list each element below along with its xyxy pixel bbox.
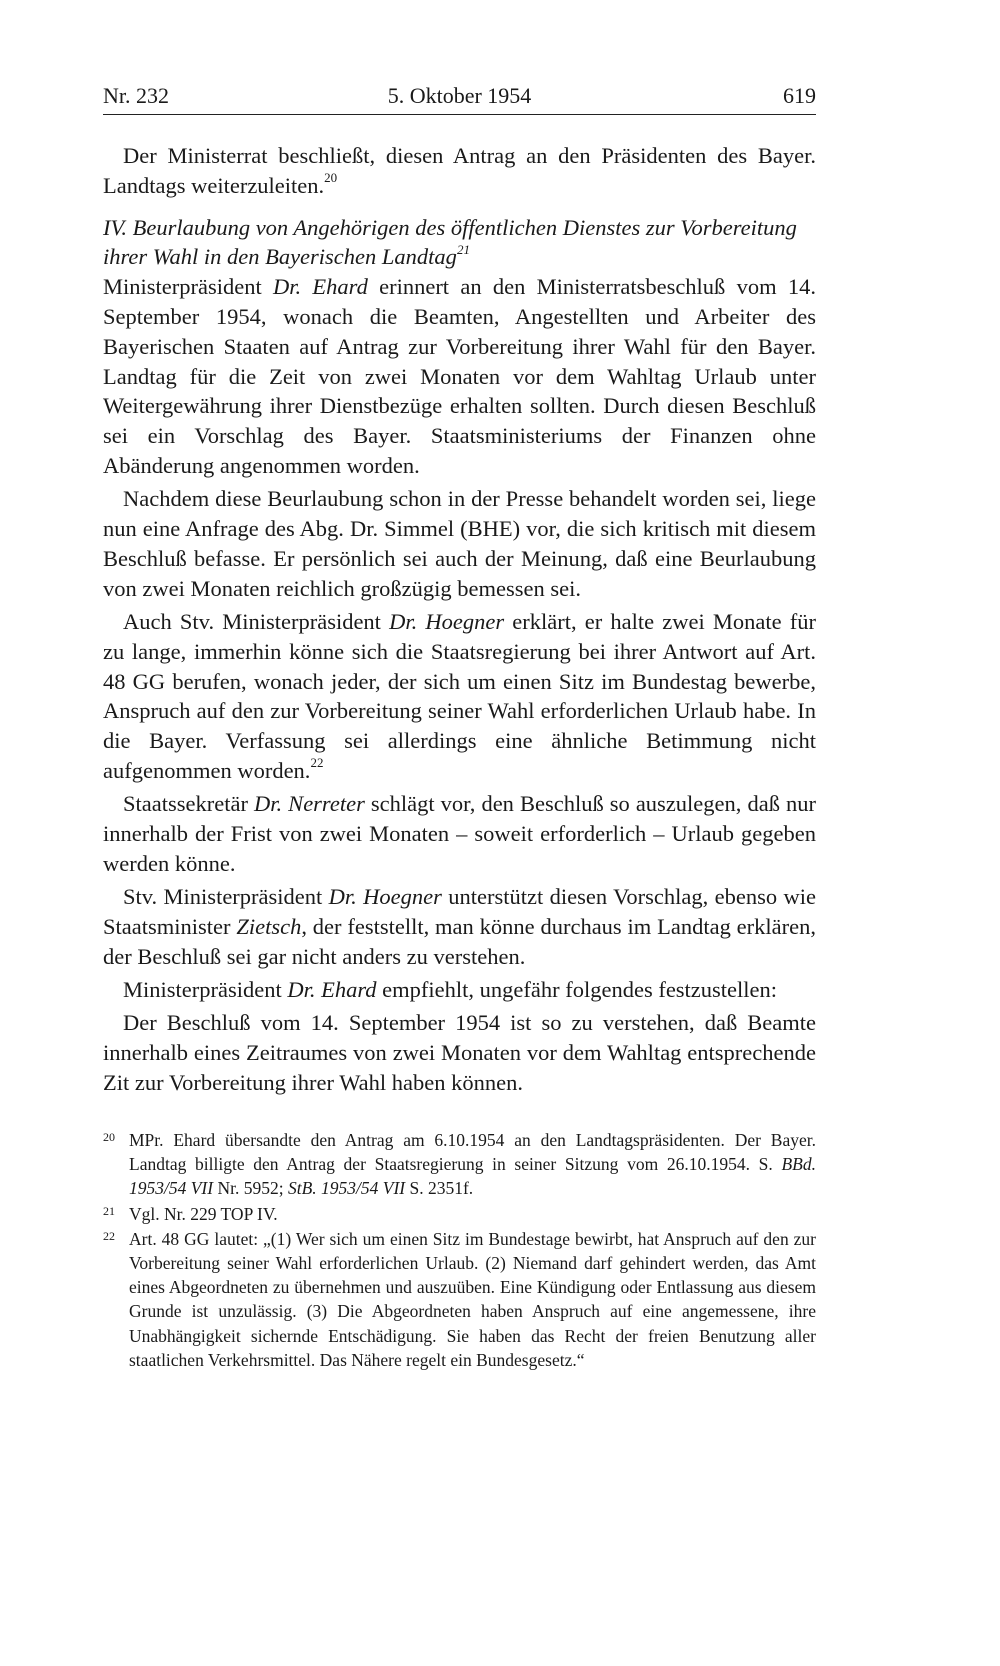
footnote-number: 20 <box>103 1130 115 1144</box>
paragraph-text: Der Beschluß vom 14. September 1954 ist so zu verstehen, daß Beamte innerhalb eines Zeitraumes von zwei Monaten vor dem Wahltag entsprechende Zit zur Vorbereitung ihrer Wahl haben können. <box>103 1010 816 1095</box>
paragraph-text: Auch Stv. Ministerpräsident <box>123 608 390 634</box>
footnote-text: Nr. 5952; <box>213 1178 288 1199</box>
paragraph-text: Nachdem diese Beurlaubung schon in der Presse behandelt worden sei, liege nun eine Anfrage des Abg. Dr. Simmel (BHE) vor, die sich kritisch mit diesem Beschluß befasse. Er persönlich sei auch der Meinung, daß eine Beurlaubung von zwei Monaten reichlich großzügig bemessen sei. <box>103 486 816 601</box>
footnote-ref-22[interactable]: 22 <box>310 755 324 771</box>
footnote-number: 22 <box>103 1228 115 1243</box>
paragraph-resolution <box>103 141 816 201</box>
speaker-name: Dr. Hoegner <box>389 608 505 634</box>
speaker-name: Dr. Nerreter <box>254 791 365 817</box>
citation-italic: BBd. 1953/54 VII <box>129 1154 816 1199</box>
paragraph-resolution-interpretation <box>103 1008 816 1097</box>
paragraph-ehard-recommendation <box>103 975 816 1005</box>
footnote-ref-21[interactable]: 21 <box>456 241 470 257</box>
section-heading <box>103 213 816 273</box>
footnotes-section <box>103 1128 816 1373</box>
running-header <box>103 78 816 115</box>
paragraph-text: unterstützt diesen Vorschlag, ebenso wie Staatsminister <box>103 884 816 939</box>
paragraph-hoegner-support <box>103 882 816 971</box>
section-heading-text: IV. Beurlaubung von Angehörigen des öffentlichen Dienstes zur Vorbereitung ihrer Wahl in den Bayerischen Landtag <box>103 214 797 270</box>
speaker-name: Dr. Ehard <box>287 977 377 1003</box>
paragraph-text: Ministerpräsident <box>123 977 288 1003</box>
speaker-name: Dr. Hoegner <box>328 884 442 910</box>
speaker-name: Dr. Ehard <box>273 274 368 300</box>
paragraph-text: erinnert an den Ministerratsbeschluß vom 14. September 1954, wonach die Beamten, Angestellten und Arbeiter des Bayerischen Staaten auf Antrag zur Vorbereitung ihrer Wahl für den Bayer. Landtag für die Zeit von zwei Monaten vor dem Wahltag Urlaub unter Weitergewährung ihrer Dienstbezüge erhalten sollten. Durch diesen Beschluß sei ein Vorschlag des Bayer. Staatsministeriums der Finanzen ohne Abänderung angenommen worden. <box>103 274 816 478</box>
footnote-number: 21 <box>103 1203 115 1218</box>
citation-italic: StB. 1953/54 VII <box>287 1178 406 1199</box>
paragraph-text: Der Ministerrat beschließt, diesen Antrag an den Präsidenten des Bayer. Landtags weiterzuleiten. <box>103 143 816 198</box>
document-number: Nr. 232 <box>103 83 169 108</box>
paragraph-ehard-recall <box>103 272 816 481</box>
paragraph-nerreter-proposal <box>103 789 816 878</box>
paragraph-text: Staatssekretär <box>123 791 254 817</box>
paragraph-text: , der feststellt, man könne durchaus im Landtag erklären, der Beschluß sei gar nicht anders zu verstehen. <box>103 913 816 969</box>
speaker-name: Zietsch <box>236 913 302 939</box>
footnote-ref-20[interactable]: 20 <box>324 170 338 186</box>
paragraph-text: Stv. Ministerpräsident <box>123 884 329 910</box>
paragraph-text: schlägt vor, den Beschluß so auszulegen, daß nur innerhalb der Frist von zwei Monaten – soweit erforderlich – Urlaub gegeben werden könne. <box>103 791 816 876</box>
paragraph-text: empfiehlt, ungefähr folgendes festzustellen: <box>376 977 778 1003</box>
footnote-text: MPr. Ehard übersandte den Antrag am 6.10.1954 an den Landtagspräsidenten. Der Bayer. Landtag billigte den Antrag der Staatsregierung in seiner Sitzung vom 26.10.1954. S. <box>129 1130 816 1175</box>
paragraph-text: erklärt, er halte zwei Monate für zu lange, immerhin könne sich die Staatsregierung bei ihrer Antwort auf Art. 48 GG berufen, wonach jeder, der sich um einen Sitz im Bundestag bewerbe, Anspruch auf den zur Vorbereitung seiner Wahl erforderlichen Urlaub habe. In die Bayer. Verfassung sei allerdings eine ähnliche Betimmung nicht aufgenommen worden. <box>103 608 816 783</box>
main-text <box>103 141 816 1098</box>
page-number: 619 <box>783 83 816 108</box>
footnote-22 <box>103 1227 816 1372</box>
footnote-21 <box>103 1202 816 1226</box>
footnote-20 <box>103 1128 816 1201</box>
paragraph-hoegner-statement <box>103 607 816 786</box>
header-date: 5. Oktober 1954 <box>387 83 532 108</box>
footnote-text: Vgl. Nr. 229 TOP IV. <box>129 1203 278 1224</box>
footnote-text: S. 2351f. <box>405 1178 474 1199</box>
document-page <box>103 78 816 1101</box>
footnote-text: Art. 48 GG lautet: „(1) Wer sich um einen Sitz im Bundestage bewirbt, hat Anspruch auf den zur Vorbereitung seiner Wahl erforderlichen Urlaub. (2) Niemand darf gehindert werden, das Amt eines Abgeordneten zu übernehmen und auszuüben. Eine Kündigung oder Entlassung aus diesem Grunde ist unzulässig. (3) Die Abgeordneten haben Anspruch auf eine angemessene, ihre Unabhängigkeit sichernde Entschädigung. Sie haben das Recht der freien Benutzung aller staatlichen Verkehrsmittel. Das Nähere regelt ein Bundesgesetz.“ <box>129 1228 816 1370</box>
paragraph-press-inquiry <box>103 484 816 603</box>
paragraph-text: Ministerpräsident <box>103 274 273 300</box>
